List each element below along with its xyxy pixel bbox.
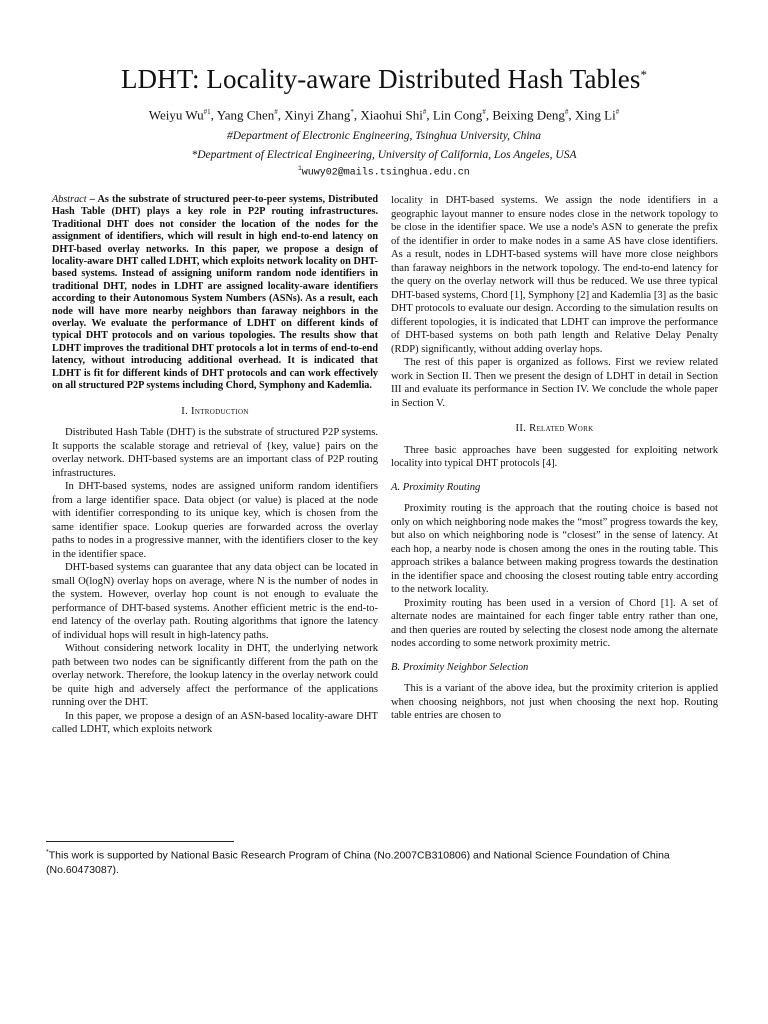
- right-column: [391, 194, 718, 723]
- footnote: [46, 846, 726, 877]
- affiliation-tsinghua: #Department of Electronic Engineering, Tsinghua University, China: [226, 130, 542, 142]
- author-list: Weiyu Wu$^{\#1}$, Yang Chen#, Xinyi Zhang*, Xiaohui Shi#, Lin Cong#, Beixing Deng#, Xing Li#: [148, 107, 620, 123]
- footnote-rule: [46, 841, 234, 842]
- footnote-mark: *: [46, 849, 49, 856]
- author-mark: #: [482, 108, 486, 116]
- subsection-heading-proximity-neighbor-selection: B. Proximity Neighbor Selection: [391, 661, 529, 673]
- email-address[interactable]: wuwy02@mails.tsinghua.edu.cn: [301, 167, 470, 179]
- email-mark: 1: [298, 165, 302, 172]
- contact-email: [0, 165, 768, 178]
- author-name: Xinyi Zhang: [284, 107, 351, 123]
- intro-paragraph: In DHT-based systems, nodes are assigned uniform random identifiers from a large identifier space. Data object (or value) is placed at the node with identifier corresponding to its unique key, which is chosen from the same identifier space. Lookup queries are forwarded across the overlay paths to nodes in a progressive manner, with the identifiers closer to the key in the identifier space.: [52, 481, 378, 560]
- intro-paragraph: Without considering network locality in DHT, the underlying network path between two nodes can be significantly different from the path on the overlay network. Therefore, the lookup latency in the overlay network could be quite high and adversely affect the performance of the applications running over the DHT.: [52, 643, 378, 708]
- left-column: [52, 194, 378, 737]
- author-name: Lin Cong: [432, 107, 483, 123]
- paper-organization-paragraph: The rest of this paper is organized as follows. First we review related work in Section II. Then we present the design of LDHT in detail in Section III and evaluate its performance in Section IV. We conclude the whole paper in Section V.: [391, 357, 718, 409]
- paper-title-text: LDHT: Locality-aware Distributed Hash Tables: [120, 64, 641, 94]
- author-mark: #: [615, 108, 620, 116]
- author-mark: #: [564, 108, 569, 116]
- title-footnote-mark: *: [640, 67, 648, 82]
- footnote-text: This work is supported by National Basic Research Program of China (No.2007CB310806) and National Science Foundation of China (No.60473087).: [46, 849, 670, 876]
- author-mark: #: [274, 108, 278, 116]
- author-mark: *: [350, 108, 354, 116]
- intro-paragraph: Distributed Hash Table (DHT) is the substrate of structured P2P systems. It supports the scalable storage and retrieval of {key, value} pairs on the overlay network. DHT-based systems are an important class of P2P routing infrastructures.: [52, 427, 378, 479]
- section-heading-related-work: II. Related Work: [515, 423, 594, 434]
- proximity-routing-paragraph: Proximity routing is the approach that the routing choice is based not only on which neighboring node makes the “most” progress towards the key, but also on which neighboring node is “closest” in the sense of latency. At each hop, a nearby node is chosen among the ones in the routing table. This approach strikes a balance between making progress towards the destination in the identifier space and choosing the closest routing table entry according to the network locality.: [391, 503, 718, 595]
- proximity-neighbor-paragraph: This is a variant of the above idea, but the proximity criterion is applied when choosing neighbors, not just when choosing the next hop. Routing table entries are chosen to: [391, 683, 718, 721]
- abstract: [52, 194, 378, 393]
- intro-paragraph: In this paper, we propose a design of an ASN-based locality-aware DHT called LDHT, which exploits network: [52, 710, 378, 735]
- author-name: Weiyu Wu: [148, 107, 204, 123]
- subsection-heading-proximity-routing: A. Proximity Routing: [391, 481, 481, 493]
- proximity-routing-paragraph: Proximity routing has been used in a version of Chord [1]. A set of alternate nodes are maintained for each finger table entry rather than one, and then queries are routed by selecting the closest node among the alternate nodes according to some network proximity metric.: [391, 597, 718, 649]
- intro-paragraph: DHT-based systems can guarantee that any data object can be located in small O(logN) overlay hops on average, where N is the number of nodes in the system. However, overlay hop count is not enough to evaluate the performance of DHT-based systems. Another efficient metric is the end-to-end latency of the overlay path. Routing algorithms that ignore the latency of individual hops will result in high-latency paths.: [52, 562, 378, 641]
- author-name: Xing Li: [574, 107, 616, 123]
- related-work-intro: Three basic approaches have been suggested for exploiting network locality into typical DHT protocols [4].: [391, 444, 718, 469]
- paper-title: [0, 62, 768, 96]
- affiliation-ucla: *Department of Electrical Engineering, University of California, Los Angeles, USA: [191, 149, 577, 161]
- abstract-body: – As the substrate of structured peer-to-peer systems, Distributed Hash Table (DHT) plays a key role in P2P routing infrastructures. Traditional DHT does not consider the location of the nodes for the assignment of identifiers, which will result in high end-to-end latency on DHT-based overlay networks. In this paper, we propose a design of locality-aware DHT called LDHT, which exploits network locality on DHT-based systems. Instead of assigning uniform random node identifiers in traditional DHT, nodes in LDHT are assigned locality-aware identifiers according to their Autonomous System Numbers (ASNs). As a result, each node will have more nearby neighbors than faraway neighbors in the overlay. We evaluate the performance of LDHT on different kinds of typical DHT protocols and on various topologies. The results show that LDHT improves the traditional DHT protocols a lot in terms of end-to-end latency, without introducing additional overhead. It is indicated that LDHT is fit for different kinds of DHT protocols and can work effectively on all structured P2P systems including Chord, Symphony and Kademlia.: [52, 194, 378, 392]
- author-name: Beixing Deng: [492, 107, 565, 123]
- section-heading-introduction: I. Introduction: [181, 405, 249, 417]
- intro-continuation: locality in DHT-based systems. We assign the node identifiers in a geographic layout manner to ensure nodes close in the network topology to be close in the identifier space. We use a node's ASN to generate the prefix of the identifier in order to make nodes in a same AS have close identifiers. As a result, nodes in LDHT-based systems will have more close neighbors than faraway neighbors in the network topology. The end-to-end latency for the query on the overlay network will thus be reduced. We use three typical DHT-based systems, Chord [1], Symphony [2] and Kademlia [3] as the basic DHT protocols to evaluate our design. According to the simulation results on different topologies, it is indicated that LDHT can improve the performance of DHT-based systems on both path length and Relative Delay Penalty (RDP) significantly, without adding overlay hops.: [391, 195, 718, 355]
- author-name: Xiaohui Shi: [360, 107, 423, 123]
- abstract-lead: Abstract: [52, 194, 87, 205]
- author-mark: #1: [203, 108, 211, 116]
- author-name: Yang Chen: [216, 107, 275, 123]
- author-mark: #: [422, 108, 427, 116]
